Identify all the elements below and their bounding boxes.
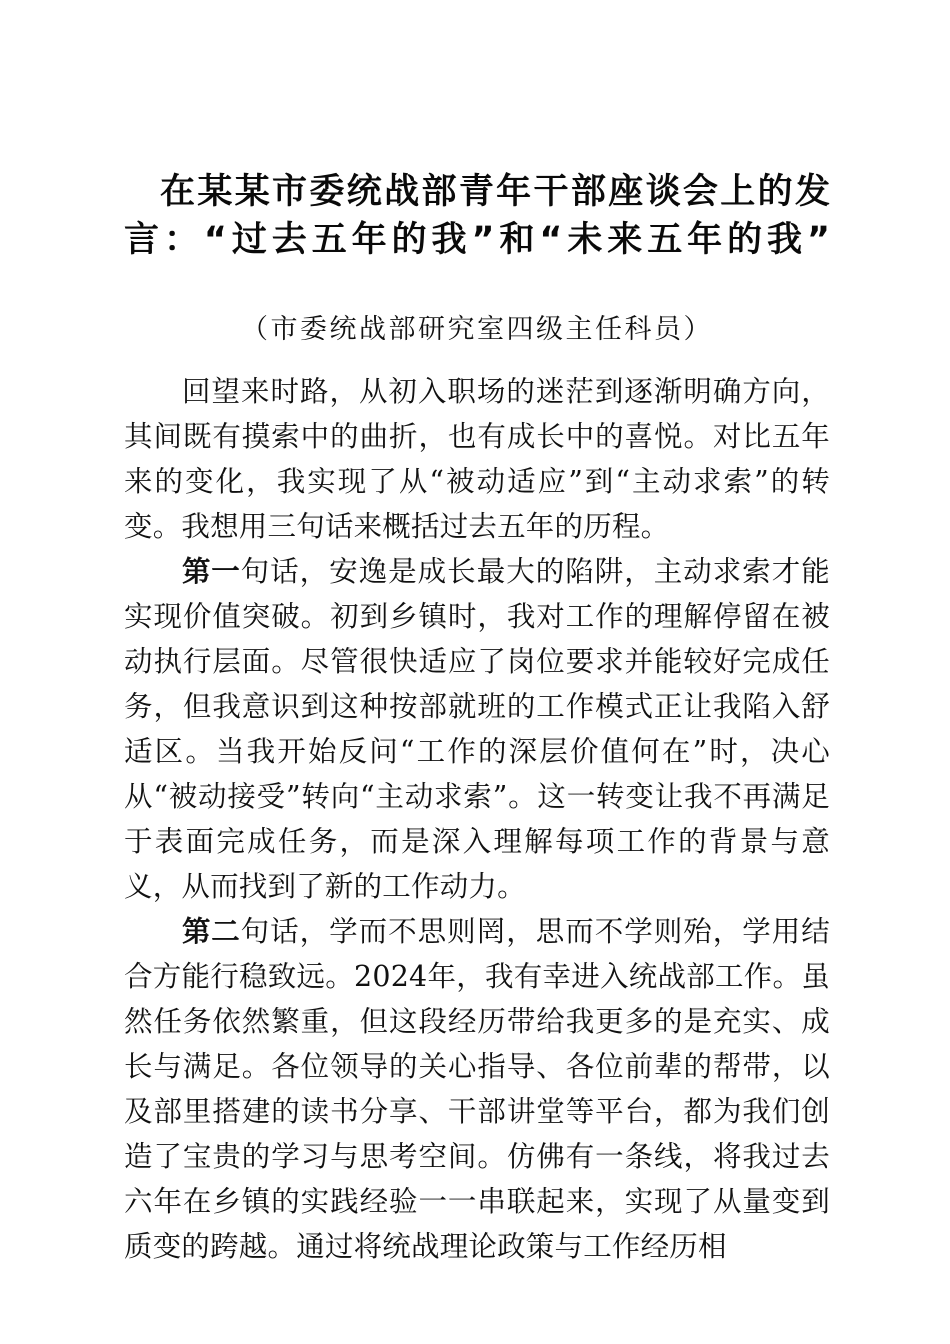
paragraph-1-text: 回望来时路，从初入职场的迷茫到逐渐明确方向，其间既有摸索中的曲折，也有成长中的喜悦。对比五年来的变化，我实现了从“被动适应”到“主动求索”的转变。我想用三句话来概括过去五年的历程。 bbox=[124, 375, 830, 543]
paragraph-1 bbox=[124, 369, 830, 549]
paragraph-3 bbox=[124, 909, 830, 1269]
paragraph-3-lead-bold: 第二 bbox=[182, 915, 241, 948]
document-subtitle-text: （市委统战部研究室四级主任科员） bbox=[241, 314, 713, 345]
document-title bbox=[124, 0, 830, 264]
document-text-column bbox=[124, 0, 830, 1269]
document-body bbox=[124, 352, 830, 1269]
paragraph-3-text: 句话，学而不思则罔，思而不学则殆，学用结合方能行稳致远。2024年，我有幸进入统战部工作。虽然任务依然繁重，但这段经历带给我更多的是充实、成长与满足。各位领导的关心指导、各位前辈的帮带，以及部里搭建的读书分享、干部讲堂等平台，都为我们创造了宝贵的学习与思考空间。仿佛有一条线，将我过去六年在乡镇的实践经验一一串联起来，实现了从量变到质变的跨越。通过将统战理论政策与工作经历相 bbox=[124, 915, 830, 1263]
paragraph-2 bbox=[124, 549, 830, 909]
document-subtitle bbox=[124, 264, 830, 352]
paragraph-2-lead-bold: 第一 bbox=[182, 555, 241, 588]
document-title-text: 在某某市委统战部青年干部座谈会上的发言：“过去五年的我”和“未来五年的我” bbox=[124, 172, 830, 260]
paragraph-2-text: 句话，安逸是成长最大的陷阱，主动求索才能实现价值突破。初到乡镇时，我对工作的理解停留在被动执行层面。尽管很快适应了岗位要求并能较好完成任务，但我意识到这种按部就班的工作模式正让我陷入舒适区。当我开始反问“工作的深层价值何在”时，决心从“被动接受”转向“主动求索”。这一转变让我不再满足于表面完成任务，而是深入理解每项工作的背景与意义，从而找到了新的工作动力。 bbox=[124, 555, 830, 903]
